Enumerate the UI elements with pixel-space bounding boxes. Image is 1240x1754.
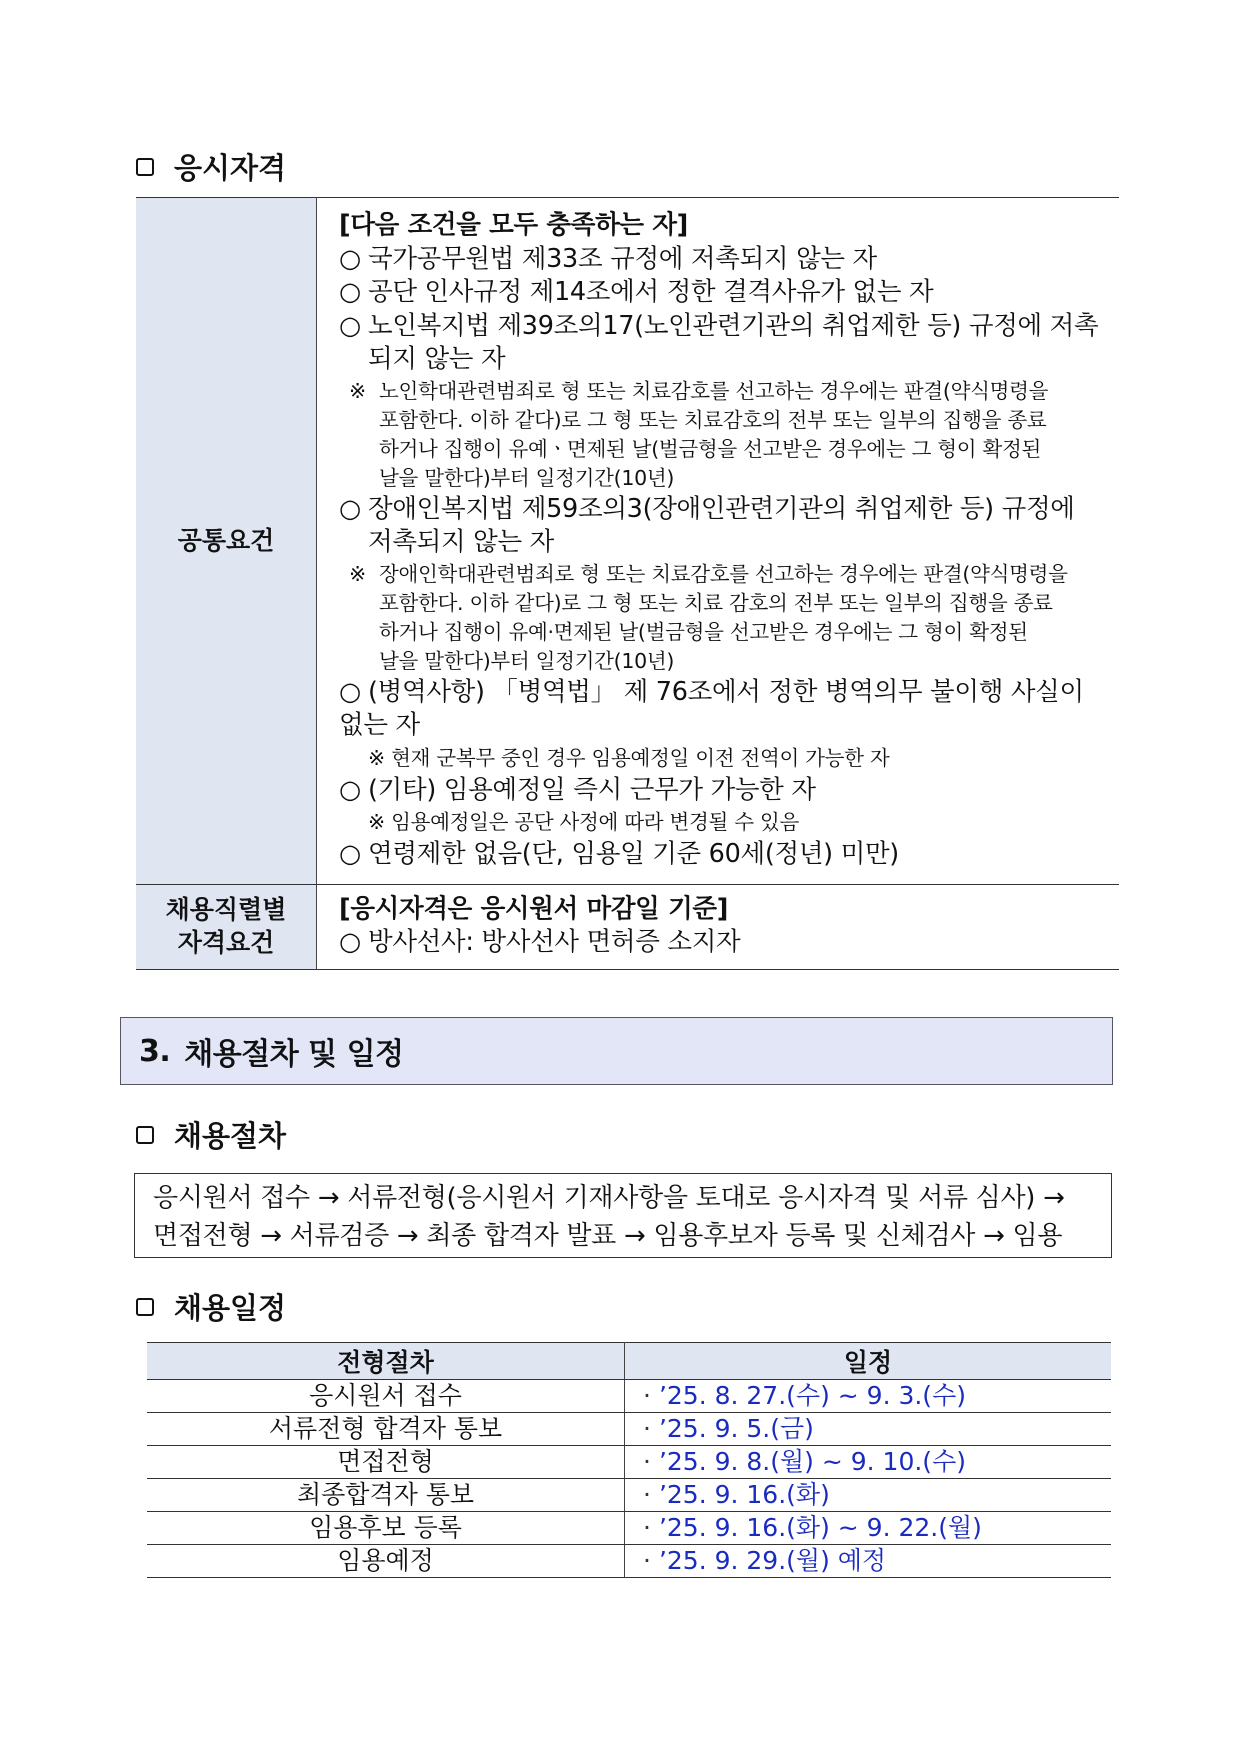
common-note-2: ※ 장애인학대관련범죄로 형 또는 치료감호를 선고하는 경우에는 판결(약식명령을 포함한다. 이하 같다)로 그 형 또는 치료 감호의 전부 또는 일부의 집행을 종료 하거나 집행이 유예·면제된 날(벌금형을 선고받은 경우에는 그 형이 확정된 날을 말한다)부터 일정기간(10년) — [349, 561, 1068, 673]
common-item-7: ○ 연령제한 없음(단, 임용일 기준 60세(정년) 미만) — [339, 839, 899, 869]
common-item-1: ○ 국가공무원법 제33조 규정에 저촉되지 않는 자 — [339, 243, 877, 274]
schedule-col-date: 일정 — [625, 1343, 1112, 1380]
common-title: [다음 조건을 모두 충족하는 자] — [339, 210, 689, 240]
table-row — [147, 1413, 1111, 1446]
common-item-3: ○ 노인복지법 제39조의17(노인관련기관의 취업제한 등) 규정에 저촉 되지 않는 자 — [339, 310, 1099, 374]
procedure-line-2: 면접전형 → 서류검증 → 최종 합격자 발표 → 임용후보자 등록 및 신체검사 → 임용 — [153, 1221, 1063, 1251]
procedure-heading-text: 채용절차 — [174, 1119, 287, 1153]
common-note-3: ※ 현재 군복무 중인 경우 임용예정일 이전 전역이 가능한 자 — [368, 745, 890, 770]
schedule-date: · ’25. 9. 5.(금) — [625, 1413, 1112, 1446]
schedule-date: · ’25. 9. 29.(월) 예정 — [625, 1545, 1112, 1578]
common-item-6: ○ (기타) 임용예정일 즉시 근무가 가능한 자 — [339, 774, 816, 805]
section-3-number: 3. — [139, 1033, 171, 1069]
schedule-step: 응시원서 접수 — [147, 1380, 625, 1413]
schedule-step: 임용후보 등록 — [147, 1512, 625, 1545]
schedule-step: 임용예정 — [147, 1545, 625, 1578]
common-note-1: ※ 노인학대관련범죄로 형 또는 치료감호를 선고하는 경우에는 판결(약식명령을 포함한다. 이하 같다)로 그 형 또는 치료감호의 전부 또는 일부의 집행을 종료 하거나 집행이 유예ㆍ면제된 날(벌금형을 선고받은 경우에는 그 형이 확정된 날을 말한다)부터 일정기간(10년) — [349, 378, 1049, 490]
schedule-table — [147, 1342, 1111, 1578]
checkbox-square-icon — [136, 158, 154, 176]
job-content — [317, 884, 1120, 969]
procedure-line-1: 응시원서 접수 → 서류전형(응시원서 기재사항을 토대로 응시자격 및 서류 심사) → — [153, 1183, 1065, 1213]
section-3-banner — [120, 1017, 1113, 1085]
table-row — [147, 1512, 1111, 1545]
qualifications-heading — [136, 146, 286, 187]
checkbox-square-icon — [136, 1126, 154, 1144]
job-item: ○ 방사선사: 방사선사 면허증 소지자 — [339, 927, 741, 957]
schedule-header-row — [147, 1343, 1111, 1380]
table-row — [147, 1545, 1111, 1578]
schedule-date: · ’25. 8. 27.(수) ~ 9. 3.(수) — [625, 1380, 1112, 1413]
schedule-heading — [136, 1286, 286, 1327]
qualifications-table — [136, 197, 1119, 970]
section-3-title: 채용절차 및 일정 — [184, 1037, 404, 1072]
schedule-col-step: 전형절차 — [147, 1343, 625, 1380]
common-item-2: ○ 공단 인사규정 제14조에서 정한 결격사유가 없는 자 — [339, 277, 934, 307]
job-title: [응시자격은 응시원서 마감일 기준] — [339, 893, 729, 924]
common-item-5: ○ (병역사항) 「병역법」 제 76조에서 정한 병역의무 불이행 사실이 없는 자 — [339, 676, 1084, 740]
schedule-date: · ’25. 9. 8.(월) ~ 9. 10.(수) — [625, 1446, 1112, 1479]
job-label: 채용직렬별 자격요건 — [136, 884, 317, 969]
schedule-step: 서류전형 합격자 통보 — [147, 1413, 625, 1446]
schedule-date: · ’25. 9. 16.(화) ~ 9. 22.(월) — [625, 1512, 1112, 1545]
table-row — [147, 1380, 1111, 1413]
common-requirements-row — [136, 198, 1119, 885]
checkbox-square-icon — [136, 1298, 154, 1316]
procedure-box — [134, 1173, 1112, 1258]
schedule-step: 면접전형 — [147, 1446, 625, 1479]
table-row — [147, 1479, 1111, 1512]
procedure-heading — [136, 1114, 286, 1155]
common-content — [317, 198, 1120, 885]
schedule-step: 최종합격자 통보 — [147, 1479, 625, 1512]
qualifications-heading-text: 응시자격 — [174, 151, 287, 185]
schedule-date: · ’25. 9. 16.(화) — [625, 1479, 1112, 1512]
common-note-4: ※ 임용예정일은 공단 사정에 따라 변경될 수 있음 — [368, 810, 799, 834]
table-row — [147, 1446, 1111, 1479]
common-item-4: ○ 장애인복지법 제59조의3(장애인관련기관의 취업제한 등) 규정에 저촉되지 않는 자 — [339, 493, 1075, 557]
schedule-heading-text: 채용일정 — [174, 1291, 287, 1325]
job-requirements-row — [136, 884, 1119, 969]
common-label: 공통요건 — [136, 198, 317, 885]
